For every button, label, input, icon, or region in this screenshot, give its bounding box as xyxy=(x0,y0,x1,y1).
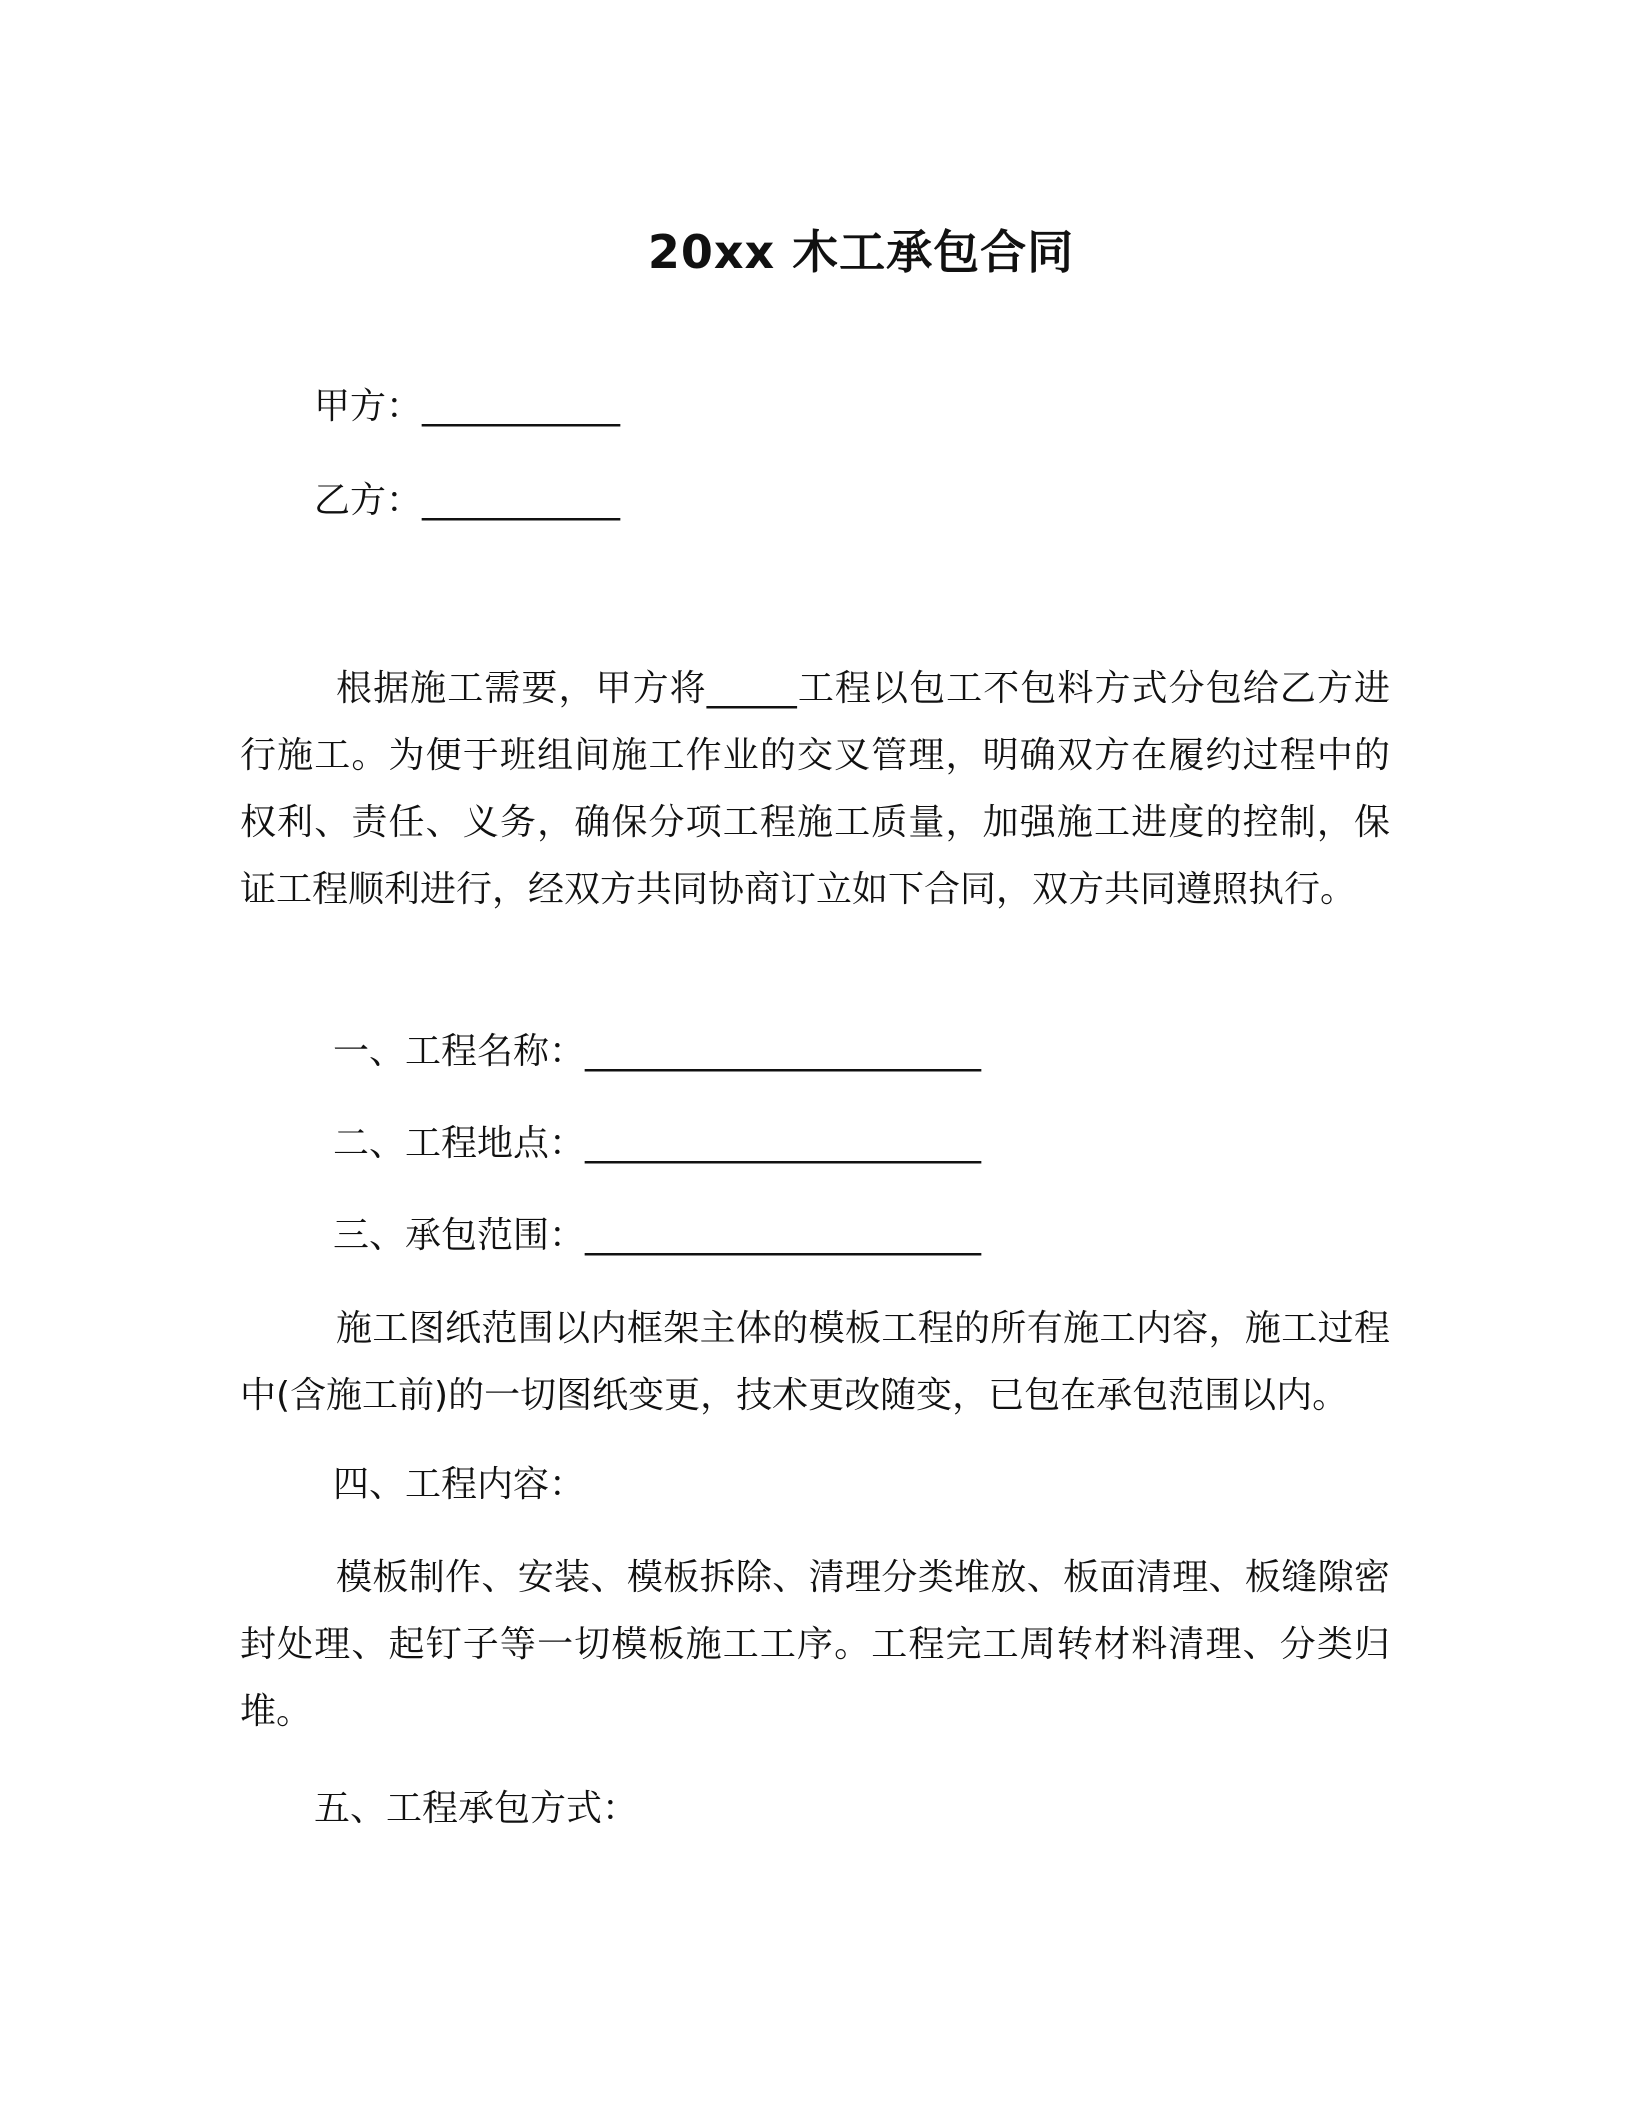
scope-paragraph: 施工图纸范围以内框架主体的模板工程的所有施工内容，施工过程中(含施工前)的一切图纸变更，技术更改随变，已包在承包范围以内。 xyxy=(240,1308,1390,1416)
party-a-line: 甲方：___________ xyxy=(314,386,621,427)
document-title: 20xx 木工承包合同 xyxy=(647,225,1075,279)
section-project-location: 二、工程地点：______________________ xyxy=(333,1123,982,1164)
content-paragraph: 模板制作、安装、模板拆除、清理分类堆放、板面清理、板缝隙密封处理、起钉子等一切模板施工工序。工程完工周转材料清理、分类归堆。 xyxy=(240,1557,1390,1732)
section-contract-scope: 三、承包范围：______________________ xyxy=(333,1215,982,1256)
party-b-line: 乙方：___________ xyxy=(314,480,621,521)
intro-paragraph: 根据施工需要，甲方将_____工程以包工不包料方式分包给乙方进行施工。为便于班组间施工作业的交叉管理，明确双方在履约过程中的权利、责任、义务，确保分项工程施工质量，加强施工进度的控制，保证工程顺利进行，经双方共同协商订立如下合同，双方共同遵照执行。 xyxy=(240,668,1390,910)
section-project-name: 一、工程名称：______________________ xyxy=(333,1031,982,1072)
section-project-content: 四、工程内容： xyxy=(333,1464,586,1505)
section-contract-method: 五、工程承包方式： xyxy=(314,1788,639,1829)
